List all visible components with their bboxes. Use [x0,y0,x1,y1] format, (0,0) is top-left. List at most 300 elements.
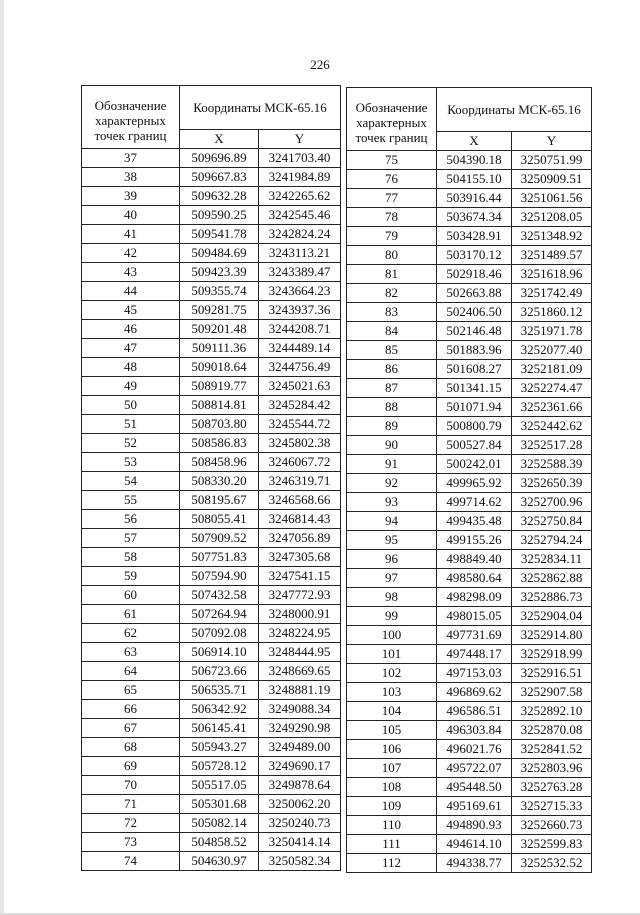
table-row [347,436,592,455]
point-number-cell: 83 [347,303,437,322]
table-row [347,474,592,493]
x-coordinate-cell: 509111.36 [180,339,259,358]
point-number-cell: 80 [347,246,437,265]
y-coordinate-cell: 3242824.24 [259,225,341,244]
y-coordinate-cell: 3248881.19 [259,681,341,700]
y-coordinate-cell: 3244489.14 [259,339,341,358]
point-number-cell: 87 [347,379,437,398]
point-number-cell: 48 [82,358,180,377]
y-coordinate-cell: 3250909.51 [512,170,592,189]
table-row [82,187,341,206]
x-coordinate-cell: 508703.80 [180,415,259,434]
table-row [347,569,592,588]
table-row [82,415,341,434]
x-coordinate-cell: 500242.01 [437,455,512,474]
table-row [347,265,592,284]
table-row [82,605,341,624]
point-number-cell: 98 [347,588,437,607]
table-row [347,550,592,569]
table-row [82,681,341,700]
y-coordinate-cell: 3249088.34 [259,700,341,719]
table-row [347,341,592,360]
point-number-cell: 73 [82,833,180,852]
point-number-cell: 101 [347,645,437,664]
y-coordinate-cell: 3245021.63 [259,377,341,396]
y-coordinate-cell: 3246067.72 [259,453,341,472]
y-coordinate-cell: 3251061.56 [512,189,592,208]
table-row [347,702,592,721]
y-coordinate-cell: 3250582.34 [259,852,341,871]
x-coordinate-cell: 499435.48 [437,512,512,531]
table-row [347,797,592,816]
table-row [82,586,341,605]
table-row [347,778,592,797]
table-row [82,757,341,776]
point-label-header: Обозначение характерных точек границ [347,88,437,151]
table-row [347,455,592,474]
point-number-cell: 64 [82,662,180,681]
point-number-cell: 94 [347,512,437,531]
y-coordinate-cell: 3246319.71 [259,472,341,491]
scan-edge [0,0,4,915]
table-row [82,624,341,643]
x-coordinate-cell: 508330.20 [180,472,259,491]
x-coordinate-cell: 508586.83 [180,434,259,453]
y-coordinate-cell: 3252442.62 [512,417,592,436]
x-coordinate-cell: 501071.94 [437,398,512,417]
table-row [347,854,592,873]
y-coordinate-cell: 3252077.40 [512,341,592,360]
table-row [82,263,341,282]
x-coordinate-cell: 495722.07 [437,759,512,778]
y-coordinate-cell: 3252914.80 [512,626,592,645]
x-column-header: X [180,130,259,149]
table-row [347,645,592,664]
table-row [82,472,341,491]
x-coordinate-cell: 505943.27 [180,738,259,757]
table-row [82,168,341,187]
point-number-cell: 92 [347,474,437,493]
y-column-header: Y [259,130,341,149]
table-row [82,795,341,814]
point-number-cell: 51 [82,415,180,434]
point-number-cell: 62 [82,624,180,643]
table-row [347,189,592,208]
point-number-cell: 109 [347,797,437,816]
table-row [82,662,341,681]
point-number-cell: 66 [82,700,180,719]
x-coordinate-cell: 495448.50 [437,778,512,797]
x-coordinate-cell: 506535.71 [180,681,259,700]
point-number-cell: 58 [82,548,180,567]
x-coordinate-cell: 503916.44 [437,189,512,208]
table-row [82,453,341,472]
x-coordinate-cell: 505301.68 [180,795,259,814]
table-row [82,833,341,852]
point-number-cell: 78 [347,208,437,227]
point-number-cell: 102 [347,664,437,683]
table-row [347,322,592,341]
point-number-cell: 70 [82,776,180,795]
y-coordinate-cell: 3245544.72 [259,415,341,434]
x-coordinate-cell: 508195.67 [180,491,259,510]
point-number-cell: 55 [82,491,180,510]
x-coordinate-cell: 498015.05 [437,607,512,626]
x-coordinate-cell: 496021.76 [437,740,512,759]
point-number-cell: 68 [82,738,180,757]
x-coordinate-cell: 498849.40 [437,550,512,569]
y-coordinate-cell: 3251489.57 [512,246,592,265]
y-coordinate-cell: 3248669.65 [259,662,341,681]
table-row [82,814,341,833]
table-row [347,208,592,227]
x-coordinate-cell: 503170.12 [437,246,512,265]
point-number-cell: 107 [347,759,437,778]
point-number-cell: 53 [82,453,180,472]
y-coordinate-cell: 3247056.89 [259,529,341,548]
y-coordinate-cell: 3249489.00 [259,738,341,757]
x-coordinate-cell: 503428.91 [437,227,512,246]
point-number-cell: 99 [347,607,437,626]
y-coordinate-cell: 3252907.58 [512,683,592,702]
point-number-cell: 74 [82,852,180,871]
point-number-cell: 44 [82,282,180,301]
table-row [82,149,341,168]
x-coordinate-cell: 509423.39 [180,263,259,282]
table-row [347,721,592,740]
y-coordinate-cell: 3250240.73 [259,814,341,833]
y-coordinate-cell: 3242545.46 [259,206,341,225]
x-coordinate-cell: 497731.69 [437,626,512,645]
point-number-cell: 38 [82,168,180,187]
page-number: 226 [310,57,330,72]
table-row [82,567,341,586]
table-row [82,700,341,719]
table-row [82,339,341,358]
point-number-cell: 105 [347,721,437,740]
x-coordinate-cell: 496586.51 [437,702,512,721]
coordinates-table-left [81,85,341,871]
y-coordinate-cell: 3243113.21 [259,244,341,263]
x-coordinate-cell: 505728.12 [180,757,259,776]
y-coordinate-cell: 3249690.17 [259,757,341,776]
y-coordinate-cell: 3252886.73 [512,588,592,607]
y-coordinate-cell: 3251208.05 [512,208,592,227]
x-coordinate-cell: 504630.97 [180,852,259,871]
y-coordinate-cell: 3252517.28 [512,436,592,455]
table-row [82,225,341,244]
coords-system-header: Координаты МСК-65.16 [437,88,592,132]
y-coordinate-cell: 3252803.96 [512,759,592,778]
y-coordinate-cell: 3242265.62 [259,187,341,206]
y-coordinate-cell: 3252274.47 [512,379,592,398]
point-number-cell: 90 [347,436,437,455]
point-number-cell: 112 [347,854,437,873]
y-coordinate-cell: 3252588.39 [512,455,592,474]
table-row [347,607,592,626]
x-coordinate-cell: 504155.10 [437,170,512,189]
table-row [347,227,592,246]
y-coordinate-cell: 3252870.08 [512,721,592,740]
point-number-cell: 67 [82,719,180,738]
table-row [82,206,341,225]
point-number-cell: 81 [347,265,437,284]
x-coordinate-cell: 497448.17 [437,645,512,664]
x-column-header: X [437,132,512,151]
table-row [347,512,592,531]
table-row [82,396,341,415]
y-coordinate-cell: 3250062.20 [259,795,341,814]
y-coordinate-cell: 3244756.49 [259,358,341,377]
y-coordinate-cell: 3243389.47 [259,263,341,282]
x-coordinate-cell: 509632.28 [180,187,259,206]
point-number-cell: 77 [347,189,437,208]
point-number-cell: 76 [347,170,437,189]
y-coordinate-cell: 3244208.71 [259,320,341,339]
point-number-cell: 40 [82,206,180,225]
point-number-cell: 39 [82,187,180,206]
point-number-cell: 93 [347,493,437,512]
x-coordinate-cell: 509018.64 [180,358,259,377]
y-coordinate-cell: 3247305.68 [259,548,341,567]
table-row [347,417,592,436]
table-row [82,510,341,529]
point-number-cell: 106 [347,740,437,759]
coordinates-table-right [346,87,592,873]
point-number-cell: 71 [82,795,180,814]
x-coordinate-cell: 506914.10 [180,643,259,662]
x-coordinate-cell: 505517.05 [180,776,259,795]
table-row [82,320,341,339]
x-coordinate-cell: 506342.92 [180,700,259,719]
table-row [347,664,592,683]
x-coordinate-cell: 501883.96 [437,341,512,360]
y-coordinate-cell: 3241984.89 [259,168,341,187]
x-coordinate-cell: 505082.14 [180,814,259,833]
point-number-cell: 49 [82,377,180,396]
y-coordinate-cell: 3246568.66 [259,491,341,510]
point-number-cell: 60 [82,586,180,605]
point-number-cell: 54 [82,472,180,491]
point-number-cell: 96 [347,550,437,569]
table-row [82,852,341,871]
y-coordinate-cell: 3252181.09 [512,360,592,379]
table-row [82,776,341,795]
x-coordinate-cell: 502918.46 [437,265,512,284]
x-coordinate-cell: 507264.94 [180,605,259,624]
x-coordinate-cell: 504390.18 [437,151,512,170]
y-coordinate-cell: 3252862.88 [512,569,592,588]
point-number-cell: 37 [82,149,180,168]
y-coordinate-cell: 3252599.83 [512,835,592,854]
y-coordinate-cell: 3252794.24 [512,531,592,550]
x-coordinate-cell: 496303.84 [437,721,512,740]
table-row [347,398,592,417]
x-coordinate-cell: 508814.81 [180,396,259,415]
point-number-cell: 79 [347,227,437,246]
table-row [347,588,592,607]
point-number-cell: 57 [82,529,180,548]
point-number-cell: 86 [347,360,437,379]
y-coordinate-cell: 3252715.33 [512,797,592,816]
x-coordinate-cell: 502146.48 [437,322,512,341]
x-coordinate-cell: 494890.93 [437,816,512,835]
x-coordinate-cell: 499155.26 [437,531,512,550]
table-row [82,244,341,263]
x-coordinate-cell: 501608.27 [437,360,512,379]
y-coordinate-cell: 3246814.43 [259,510,341,529]
point-number-cell: 59 [82,567,180,586]
point-number-cell: 88 [347,398,437,417]
point-number-cell: 50 [82,396,180,415]
point-label-header: Обозначение характерных точек границ [82,86,180,149]
coords-system-header: Координаты МСК-65.16 [180,86,341,130]
x-coordinate-cell: 509541.78 [180,225,259,244]
y-coordinate-cell: 3250414.14 [259,833,341,852]
table-row [347,683,592,702]
point-number-cell: 75 [347,151,437,170]
table-row [347,284,592,303]
y-coordinate-cell: 3252660.73 [512,816,592,835]
point-number-cell: 69 [82,757,180,776]
y-coordinate-cell: 3249290.98 [259,719,341,738]
x-coordinate-cell: 506145.41 [180,719,259,738]
table-row [82,719,341,738]
table-row [82,738,341,757]
y-coordinate-cell: 3252700.96 [512,493,592,512]
y-coordinate-cell: 3252763.28 [512,778,592,797]
right-table-body [347,151,592,873]
x-coordinate-cell: 502663.88 [437,284,512,303]
x-coordinate-cell: 509281.75 [180,301,259,320]
y-coordinate-cell: 3252904.04 [512,607,592,626]
x-coordinate-cell: 494338.77 [437,854,512,873]
y-coordinate-cell: 3250751.99 [512,151,592,170]
x-coordinate-cell: 509484.69 [180,244,259,263]
y-coordinate-cell: 3252750.84 [512,512,592,531]
table-row [347,626,592,645]
x-coordinate-cell: 507594.90 [180,567,259,586]
y-coordinate-cell: 3251618.96 [512,265,592,284]
point-number-cell: 110 [347,816,437,835]
left-table-body [82,149,341,871]
point-number-cell: 41 [82,225,180,244]
point-number-cell: 72 [82,814,180,833]
x-coordinate-cell: 500800.79 [437,417,512,436]
y-coordinate-cell: 3252650.39 [512,474,592,493]
y-coordinate-cell: 3248444.95 [259,643,341,662]
y-coordinate-cell: 3252532.52 [512,854,592,873]
table-row [82,491,341,510]
table-row [347,493,592,512]
x-coordinate-cell: 499714.62 [437,493,512,512]
y-coordinate-cell: 3251742.49 [512,284,592,303]
x-coordinate-cell: 507751.83 [180,548,259,567]
point-number-cell: 45 [82,301,180,320]
y-coordinate-cell: 3252892.10 [512,702,592,721]
x-coordinate-cell: 496869.62 [437,683,512,702]
y-coordinate-cell: 3252834.11 [512,550,592,569]
table-row [82,301,341,320]
x-coordinate-cell: 507909.52 [180,529,259,548]
point-number-cell: 47 [82,339,180,358]
point-number-cell: 61 [82,605,180,624]
table-row [82,643,341,662]
y-coordinate-cell: 3248000.91 [259,605,341,624]
x-coordinate-cell: 509201.48 [180,320,259,339]
x-coordinate-cell: 506723.66 [180,662,259,681]
x-coordinate-cell: 508919.77 [180,377,259,396]
y-coordinate-cell: 3251971.78 [512,322,592,341]
y-coordinate-cell: 3251860.12 [512,303,592,322]
x-coordinate-cell: 499965.92 [437,474,512,493]
table-row [82,358,341,377]
y-coordinate-cell: 3249878.64 [259,776,341,795]
x-coordinate-cell: 501341.15 [437,379,512,398]
point-number-cell: 65 [82,681,180,700]
table-row [82,434,341,453]
x-coordinate-cell: 503674.34 [437,208,512,227]
point-number-cell: 46 [82,320,180,339]
point-number-cell: 56 [82,510,180,529]
y-column-header: Y [512,132,592,151]
point-number-cell: 111 [347,835,437,854]
x-coordinate-cell: 507092.08 [180,624,259,643]
point-number-cell: 100 [347,626,437,645]
y-coordinate-cell: 3252916.51 [512,664,592,683]
point-number-cell: 91 [347,455,437,474]
y-coordinate-cell: 3252361.66 [512,398,592,417]
y-coordinate-cell: 3247541.15 [259,567,341,586]
table-row [347,740,592,759]
point-number-cell: 89 [347,417,437,436]
point-number-cell: 103 [347,683,437,702]
table-row [82,548,341,567]
table-row [347,379,592,398]
x-coordinate-cell: 508458.96 [180,453,259,472]
x-coordinate-cell: 502406.50 [437,303,512,322]
x-coordinate-cell: 494614.10 [437,835,512,854]
table-row [82,377,341,396]
point-number-cell: 104 [347,702,437,721]
table-row [347,759,592,778]
point-number-cell: 52 [82,434,180,453]
table-row [347,170,592,189]
x-coordinate-cell: 509667.83 [180,168,259,187]
y-coordinate-cell: 3251348.92 [512,227,592,246]
point-number-cell: 43 [82,263,180,282]
table-row [347,835,592,854]
point-number-cell: 42 [82,244,180,263]
point-number-cell: 85 [347,341,437,360]
point-number-cell: 95 [347,531,437,550]
y-coordinate-cell: 3243664.23 [259,282,341,301]
x-coordinate-cell: 504858.52 [180,833,259,852]
x-coordinate-cell: 509590.25 [180,206,259,225]
x-coordinate-cell: 495169.61 [437,797,512,816]
x-coordinate-cell: 498298.09 [437,588,512,607]
point-number-cell: 84 [347,322,437,341]
x-coordinate-cell: 507432.58 [180,586,259,605]
x-coordinate-cell: 497153.03 [437,664,512,683]
point-number-cell: 63 [82,643,180,662]
table-row [347,151,592,170]
table-row [347,303,592,322]
table-row [82,282,341,301]
y-coordinate-cell: 3252841.52 [512,740,592,759]
y-coordinate-cell: 3243937.36 [259,301,341,320]
table-row [347,246,592,265]
